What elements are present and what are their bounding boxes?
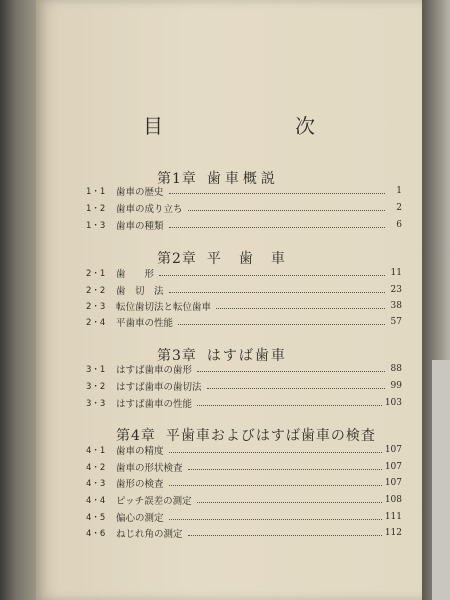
section-title: 歯車の種類 (116, 221, 164, 232)
chapter-name: 平 歯 車 (206, 251, 287, 267)
leader-dots (169, 291, 385, 293)
page-number: 107 (384, 478, 402, 488)
section-number: 1・1 (86, 187, 106, 197)
section-number: 2・2 (86, 286, 106, 296)
page-number: 103 (384, 398, 402, 408)
chapter-label: 第3章 (157, 348, 197, 364)
section-title: 偏心の測定 (116, 513, 164, 524)
toc-entry (86, 217, 402, 233)
toc-entry (86, 265, 402, 281)
toc-entry (86, 361, 402, 377)
toc-entry (86, 298, 402, 314)
leader-dots (169, 451, 382, 453)
background-strip (432, 360, 450, 600)
toc-entry (86, 509, 402, 525)
section-title: ねじれ角の測定 (116, 529, 183, 540)
section-number: 3・2 (86, 382, 106, 392)
section-title: はすば歯車の歯形 (116, 365, 193, 376)
section-title: 歯 形 (116, 269, 155, 280)
leader-dots (178, 323, 385, 325)
book-spine-shadow (0, 0, 36, 600)
section-title: 歯 切 法 (116, 286, 164, 297)
leader-dots (216, 307, 385, 309)
leader-dots (207, 387, 385, 389)
section-title: 歯車の歴史 (116, 187, 164, 198)
section-number: 3・3 (86, 399, 106, 409)
leader-dots (197, 370, 385, 372)
leader-dots (197, 501, 382, 503)
section-title: ピッチ誤差の測定 (116, 496, 192, 507)
section-title: 転位歯切法と転位歯車 (116, 302, 212, 313)
leader-dots (159, 274, 385, 276)
toc-page (36, 0, 422, 600)
section-title: 歯車の精度 (116, 446, 164, 457)
section-number: 4・6 (86, 529, 106, 539)
chapter-name: はすば歯車 (206, 348, 287, 364)
section-title: はすば歯車の歯切法 (116, 382, 202, 393)
section-number: 3・1 (86, 365, 106, 375)
page-number: 57 (390, 317, 402, 327)
section-title: 平歯車の性能 (116, 318, 174, 329)
section-number: 2・4 (86, 318, 106, 328)
page-number: 107 (384, 445, 402, 455)
page-number: 6 (396, 220, 402, 230)
section-number: 1・3 (86, 221, 106, 231)
page-number: 107 (384, 462, 402, 472)
page-number: 111 (384, 512, 402, 522)
section-number: 2・3 (86, 302, 106, 312)
section-number: 4・3 (86, 479, 106, 489)
page-number: 2 (396, 203, 402, 213)
section-number: 4・5 (86, 513, 106, 523)
page-number: 23 (390, 285, 402, 295)
page-title: 目 次 (143, 114, 371, 138)
toc-entry (86, 475, 402, 491)
section-number: 4・4 (86, 496, 106, 506)
section-title: はすば歯車の性能 (116, 399, 193, 410)
leader-dots (197, 404, 382, 406)
chapter-label: 第2章 (157, 251, 197, 267)
leader-dots (169, 518, 382, 520)
section-number: 4・2 (86, 463, 106, 473)
section-number: 4・1 (86, 446, 106, 456)
page-number: 108 (384, 495, 402, 505)
leader-dots (188, 468, 382, 470)
chapter-name: 歯車概説 (206, 171, 279, 187)
page-number: 38 (390, 301, 402, 311)
section-number: 1・2 (86, 204, 106, 214)
leader-dots (188, 534, 382, 536)
toc-entry (86, 378, 402, 394)
section-title: 歯車の形状検査 (116, 463, 183, 474)
page-number: 112 (384, 528, 402, 538)
toc-entry (86, 459, 402, 475)
toc-entry (86, 314, 402, 330)
leader-dots (188, 209, 385, 211)
page-number: 99 (390, 381, 402, 391)
chapter-label: 第4章 (116, 428, 156, 444)
leader-dots (169, 226, 385, 228)
toc-entry (86, 395, 402, 411)
page-number: 11 (390, 268, 402, 278)
section-number: 2・1 (86, 269, 106, 279)
page-number: 1 (396, 186, 402, 196)
leader-dots (169, 484, 382, 486)
toc-entry (86, 492, 402, 508)
chapter-label: 第1章 (157, 171, 197, 187)
section-title: 歯車の成り立ち (116, 204, 183, 215)
toc-entry (86, 442, 402, 458)
page-number: 88 (390, 364, 402, 374)
leader-dots (169, 192, 385, 194)
toc-entry (86, 183, 402, 199)
toc-entry (86, 282, 402, 298)
toc-entry (86, 525, 402, 541)
chapter-name: 平歯車およびはすば歯車の検査 (165, 428, 376, 444)
section-title: 歯形の検査 (116, 479, 164, 490)
toc-entry (86, 200, 402, 216)
